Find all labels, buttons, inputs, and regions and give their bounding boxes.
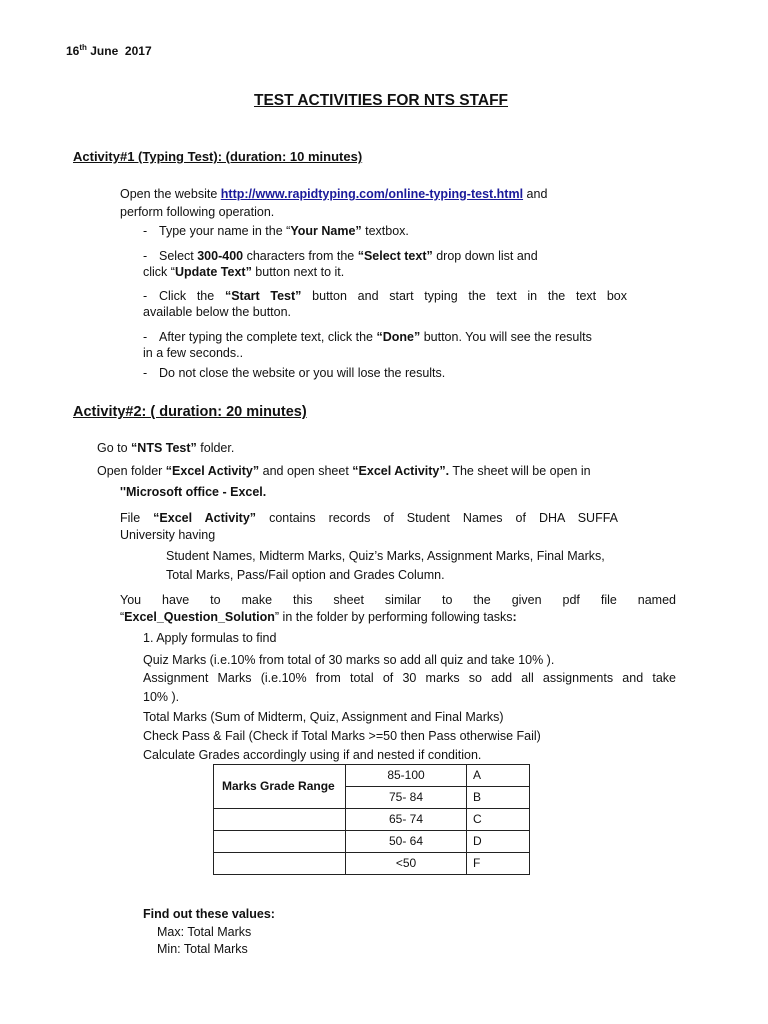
page-title: TEST ACTIVITIES FOR NTS STAFF (253, 92, 509, 109)
empty-cell (214, 831, 346, 853)
total-marks: Total Marks (Sum of Midterm, Quiz, Assignment and Final Marks) (143, 710, 504, 724)
grade-table (213, 764, 530, 875)
empty-cell (214, 809, 346, 831)
grade-letter-cell: B (467, 787, 530, 809)
activity1-open-line: Open the website http://www.rapidtyping.com/online-typing-test.html and (120, 187, 548, 201)
grade-range-cell: <50 (346, 853, 467, 875)
activity2-heading: Activity#2: ( duration: 20 minutes) (73, 404, 307, 420)
step-4-line2: in a few seconds.. (143, 346, 244, 360)
open-folder-line2: ''Microsoft office - Excel. (120, 485, 267, 499)
step-5: - Do not close the website or you will lose the results. (143, 366, 446, 380)
file-description: File “Excel Activity” contains records of Student Names of DHA SUFFA (120, 511, 618, 525)
step-3: - Click the “Start Test” button and start typing the text in the text box (143, 289, 628, 303)
make-sheet-line2: “Excel_Question_Solution” in the folder by performing following tasks: (120, 610, 517, 624)
document-date: 16th June 2017 (66, 43, 152, 58)
calculate-grades: Calculate Grades accordingly using if and nested if condition. (143, 748, 482, 762)
make-sheet-line1: You have to make this sheet similar to the given pdf file named (120, 593, 676, 607)
step-2-line2: click “Update Text” button next to it. (143, 265, 345, 279)
find-values-heading: Find out these values: (143, 907, 275, 921)
grade-range-cell: 65- 74 (346, 809, 467, 831)
find-max: Max: Total Marks (157, 925, 252, 939)
table-row (214, 765, 530, 787)
columns-line1: Student Names, Midterm Marks, Quiz’s Marks, Assignment Marks, Final Marks, (166, 549, 605, 563)
grade-letter-cell: F (467, 853, 530, 875)
step-2: - Select 300-400 characters from the “Select text” drop down list and (143, 249, 538, 263)
grade-range-cell: 85-100 (346, 765, 467, 787)
activity1-open-line2: perform following operation. (120, 205, 275, 219)
file-description-line2: University having (120, 528, 216, 542)
grade-letter-cell: C (467, 809, 530, 831)
step-1: - Type your name in the “Your Name” textbox. (143, 224, 409, 238)
assignment-marks-line1: Assignment Marks (i.e.10% from total of 30 marks so add all assignments and take (143, 671, 676, 685)
step-4: - After typing the complete text, click the “Done” button. You will see the results (143, 330, 592, 344)
open-folder: Open folder “Excel Activity” and open sheet “Excel Activity”. The sheet will be open in (97, 464, 591, 478)
task-apply-formulas: 1. Apply formulas to find (143, 631, 277, 645)
goto-folder: Go to “NTS Test” folder. (97, 441, 235, 455)
grade-range-cell: 75- 84 (346, 787, 467, 809)
table-row (214, 809, 530, 831)
grade-table-header: Marks Grade Range (214, 765, 346, 809)
assignment-marks-line2: 10% ). (143, 690, 180, 704)
empty-cell (214, 853, 346, 875)
table-row (214, 831, 530, 853)
rapidtyping-link[interactable]: http://www.rapidtyping.com/online-typing-test.html (220, 187, 524, 201)
find-min: Min: Total Marks (157, 942, 248, 956)
activity1-heading: Activity#1 (Typing Test): (duration: 10 minutes) (73, 149, 363, 164)
step-3-line2: available below the button. (143, 305, 292, 319)
pass-fail: Check Pass & Fail (Check if Total Marks >=50 then Pass otherwise Fail) (143, 729, 541, 743)
columns-line2: Total Marks, Pass/Fail option and Grades Column. (166, 568, 445, 582)
grade-letter-cell: A (467, 765, 530, 787)
quiz-marks: Quiz Marks (i.e.10% from total of 30 marks so add all quiz and take 10% ). (143, 653, 555, 667)
grade-letter-cell: D (467, 831, 530, 853)
grade-range-cell: 50- 64 (346, 831, 467, 853)
table-row (214, 853, 530, 875)
